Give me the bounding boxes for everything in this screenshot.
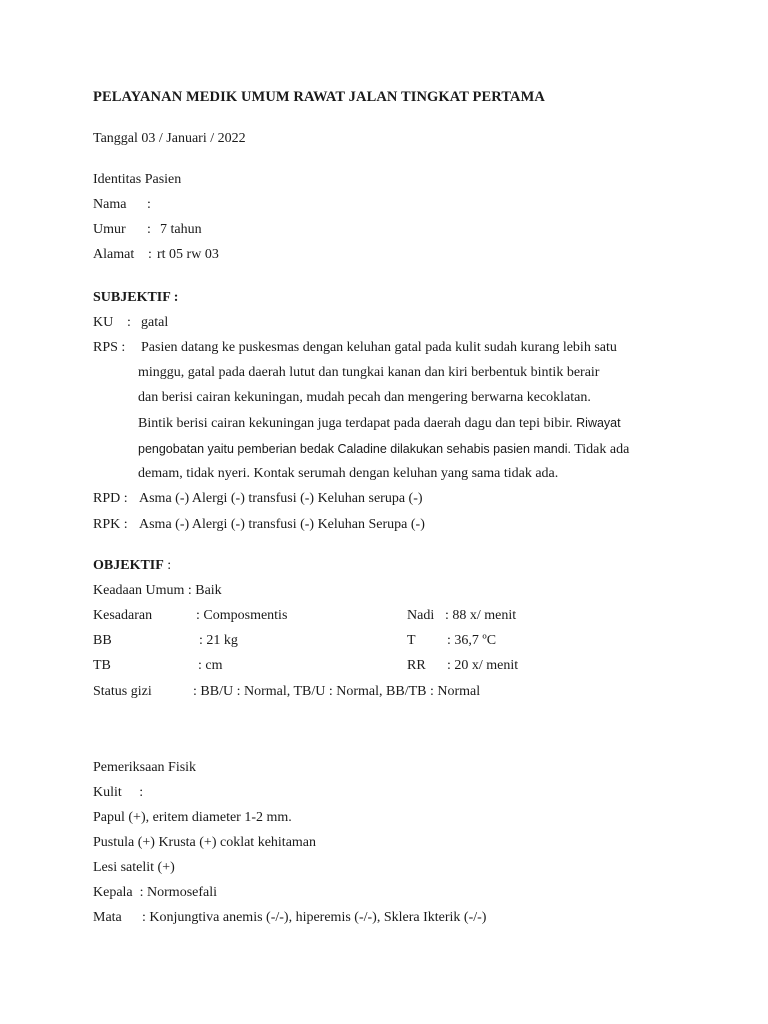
- lesi-line: Lesi satelit (+): [93, 860, 175, 875]
- bb-value: : 21 kg: [199, 633, 238, 648]
- tb-label: TB: [93, 658, 111, 673]
- papul-line: Papul (+), eritem diameter 1-2 mm.: [93, 810, 292, 825]
- bb-label: BB: [93, 633, 112, 648]
- rps-line-5-sans: pengobatan yaitu pemberian bedak Caladine dilakukan sehabis pasien mandi.: [138, 442, 571, 456]
- umur-label: Umur: [93, 222, 126, 237]
- pemeriksaan-heading: Pemeriksaan Fisik: [93, 760, 197, 775]
- kepala-line: Kepala : Normosefali: [93, 885, 218, 900]
- alamat-value: rt 05 rw 03: [157, 247, 219, 262]
- kulit-line: Kulit :: [93, 785, 144, 800]
- alamat-separator: :: [148, 247, 152, 262]
- ku-value: gatal: [141, 315, 169, 330]
- alamat-label: Alamat: [93, 247, 135, 262]
- pustula-line: Pustula (+) Krusta (+) coklat kehitaman: [93, 835, 317, 850]
- nama-label: Nama: [93, 197, 127, 212]
- rps-line-6: demam, tidak nyeri. Kontak serumah dengan keluhan yang sama tidak ada.: [138, 466, 559, 481]
- t-label: T: [407, 633, 416, 648]
- rps-line-4-text: Bintik berisi cairan kekuningan juga terdapat pada daerah dagu dan tepi bibir.: [138, 416, 573, 431]
- rpd-label: RPD :: [93, 491, 128, 506]
- ku-separator: :: [127, 315, 131, 330]
- tb-value: : cm: [198, 658, 223, 673]
- rpk-label: RPK :: [93, 517, 128, 532]
- kesadaran-label: Kesadaran: [93, 608, 153, 623]
- keadaan-umum: Keadaan Umum : Baik: [93, 583, 222, 598]
- rps-line-2: minggu, gatal pada daerah lutut dan tungkai kanan dan kiri berbentuk bintik berair: [138, 365, 600, 380]
- rr-label: RR: [407, 658, 426, 673]
- ku-label: KU: [93, 315, 114, 330]
- rps-line-3: dan berisi cairan kekuningan, mudah pecah dan mengering berwarna kecoklatan.: [138, 390, 591, 405]
- status-gizi-value: : BB/U : Normal, TB/U : Normal, BB/TB : Normal: [193, 684, 481, 699]
- objektif-heading-suffix: :: [163, 558, 172, 573]
- rps-line-5-serif: Tidak ada: [574, 442, 630, 457]
- rpk-value: Asma (-) Alergi (-) transfusi (-) Keluhan Serupa (-): [139, 517, 425, 532]
- objektif-heading-text: OBJEKTIF: [93, 558, 164, 573]
- umur-value: 7 tahun: [160, 222, 202, 237]
- rpd-value: Asma (-) Alergi (-) transfusi (-) Keluhan serupa (-): [139, 491, 423, 506]
- rr-value: : 20 x/ menit: [447, 658, 519, 673]
- rps-line-4-sans: Riwayat: [576, 416, 621, 430]
- rps-line-5: [138, 440, 629, 459]
- objektif-heading: [93, 557, 171, 575]
- rps-label: RPS :: [93, 340, 126, 355]
- t-value: : 36,7 ºC: [447, 633, 497, 648]
- kesadaran-value: : Composmentis: [196, 608, 288, 623]
- rps-line-1: Pasien datang ke puskesmas dengan keluhan gatal pada kulit sudah kurang lebih satu: [141, 340, 617, 355]
- subjektif-heading: SUBJEKTIF :: [93, 290, 179, 305]
- nama-separator: :: [147, 197, 151, 212]
- document-title: PELAYANAN MEDIK UMUM RAWAT JALAN TINGKAT PERTAMA: [93, 89, 545, 105]
- rps-line-4: [138, 414, 621, 433]
- status-gizi-label: Status gizi: [93, 684, 152, 699]
- nadi-value: : 88 x/ menit: [445, 608, 517, 623]
- mata-value: : Konjungtiva anemis (-/-), hiperemis (-/-), Sklera Ikterik (-/-): [142, 910, 487, 925]
- nadi-label: Nadi: [407, 608, 435, 623]
- umur-separator: :: [147, 222, 151, 237]
- mata-label: Mata: [93, 910, 122, 925]
- identitas-heading: Identitas Pasien: [93, 172, 182, 187]
- date-line: Tanggal 03 / Januari / 2022: [93, 131, 246, 146]
